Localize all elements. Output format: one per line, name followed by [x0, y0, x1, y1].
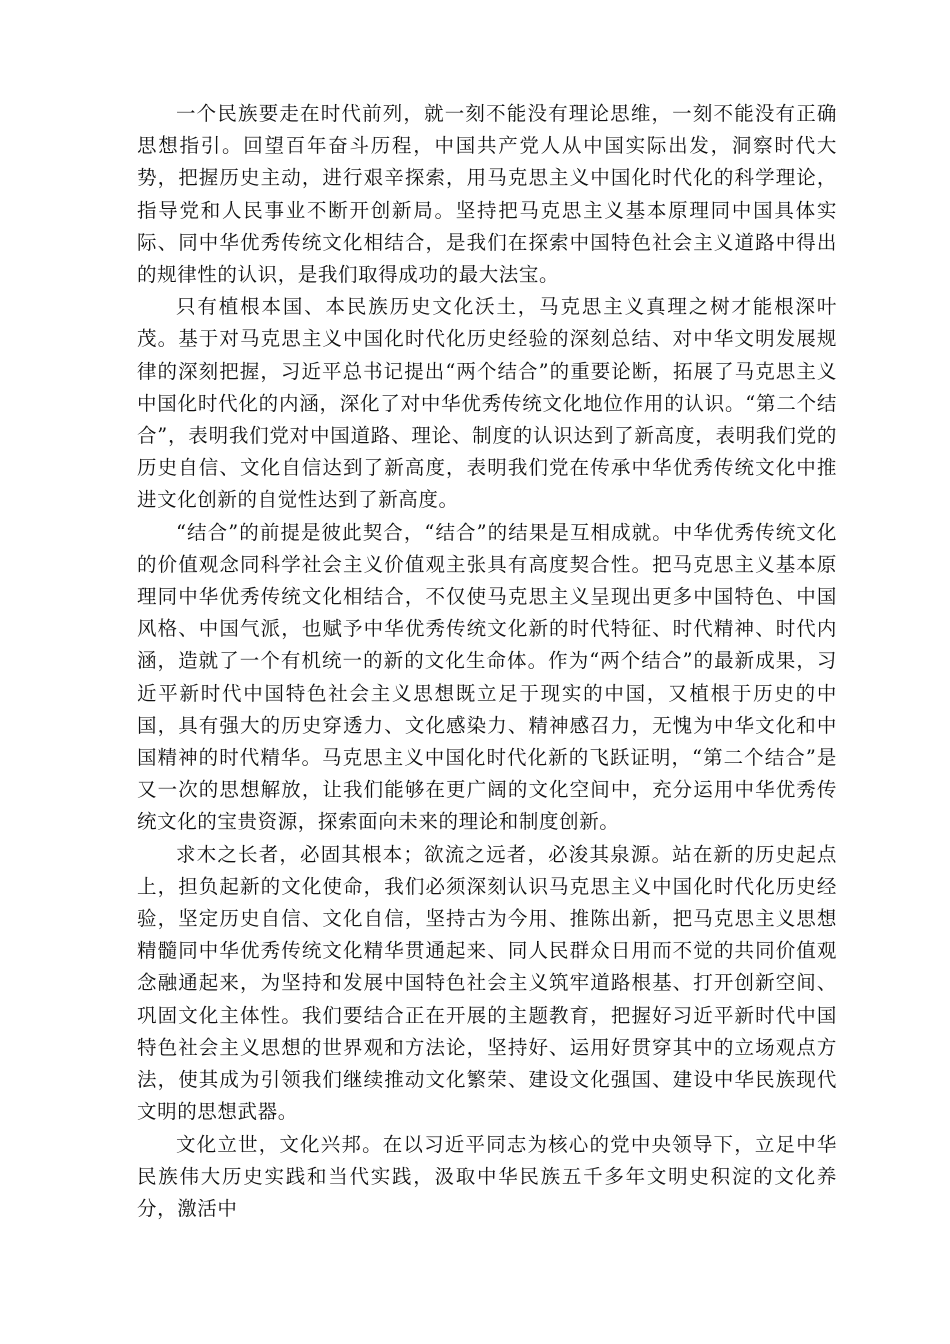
paragraph-1: 一个民族要走在时代前列，就一刻不能没有理论思维，一刻不能没有正确思想指引。回望百年奋斗历程，中国共产党人从中国实际出发，洞察时代大势，把握历史主动，进行艰辛探索，用马克思主义中国化时代化的科学理论，指导党和人民事业不断开创新局。坚持把马克思主义基本原理同中国具体实际、同中华优秀传统文化相结合，是我们在探索中国特色社会主义道路中得出的规律性的认识，是我们取得成功的最大法宝。	[137, 102, 837, 287]
paragraph-3: “结合”的前提是彼此契合，“结合”的结果是互相成就。中华优秀传统文化的价值观念同科学社会主义价值观主张具有高度契合性。把马克思主义基本原理同中华优秀传统文化相结合，不仅使马克思主义呈现出更多中国特色、中国风格、中国气派，也赋予中华优秀传统文化新的时代特征、时代精神、时代内涵，造就了一个有机统一的新的文化生命体。作为“两个结合”的最新成果，习近平新时代中国特色社会主义思想既立足于现实的中国，又植根于历史的中国，具有强大的历史穿透力、文化感染力、精神感召力，无愧为中华文化和中国精神的时代精华。马克思主义中国化时代化新的飞跃证明，“第二个结合”是又一次的思想解放，让我们能够在更广阔的文化空间中，充分运用中华优秀传统文化的宝贵资源，探索面向未来的理论和制度创新。	[137, 520, 837, 834]
article-body	[137, 98, 837, 1225]
paragraph-5: 文化立世，文化兴邦。在以习近平同志为核心的党中央领导下，立足中华民族伟大历史实践和当代实践，汲取中华民族五千多年文明史积淀的文化养分，激活中	[137, 1132, 837, 1220]
paragraph-2: 只有植根本国、本民族历史文化沃土，马克思主义真理之树才能根深叶茂。基于对马克思主义中国化时代化历史经验的深刻总结、对中华文明发展规律的深刻把握，习近平总书记提出“两个结合”的重要论断，拓展了马克思主义中国化时代化的内涵，深化了对中华优秀传统文化地位作用的认识。“第二个结合”，表明我们党对中国道路、理论、制度的认识达到了新高度，表明我们党的历史自信、文化自信达到了新高度，表明我们党在传承中华优秀传统文化中推进文化创新的自觉性达到了新高度。	[137, 295, 837, 512]
paragraph-4: 求木之长者，必固其根本；欲流之远者，必浚其泉源。站在新的历史起点上，担负起新的文化使命，我们必须深刻认识马克思主义中国化时代化历史经验，坚定历史自信、文化自信，坚持古为今用、推陈出新，把马克思主义思想精髓同中华优秀传统文化精华贯通起来、同人民群众日用而不觉的共同价值观念融通起来，为坚持和发展中国特色社会主义筑牢道路根基、打开创新空间、巩固文化主体性。我们要结合正在开展的主题教育，把握好习近平新时代中国特色社会主义思想的世界观和方法论，坚持好、运用好贯穿其中的立场观点方法，使其成为引领我们继续推动文化繁荣、建设文化强国、建设中华民族现代文明的思想武器。	[137, 842, 837, 1124]
